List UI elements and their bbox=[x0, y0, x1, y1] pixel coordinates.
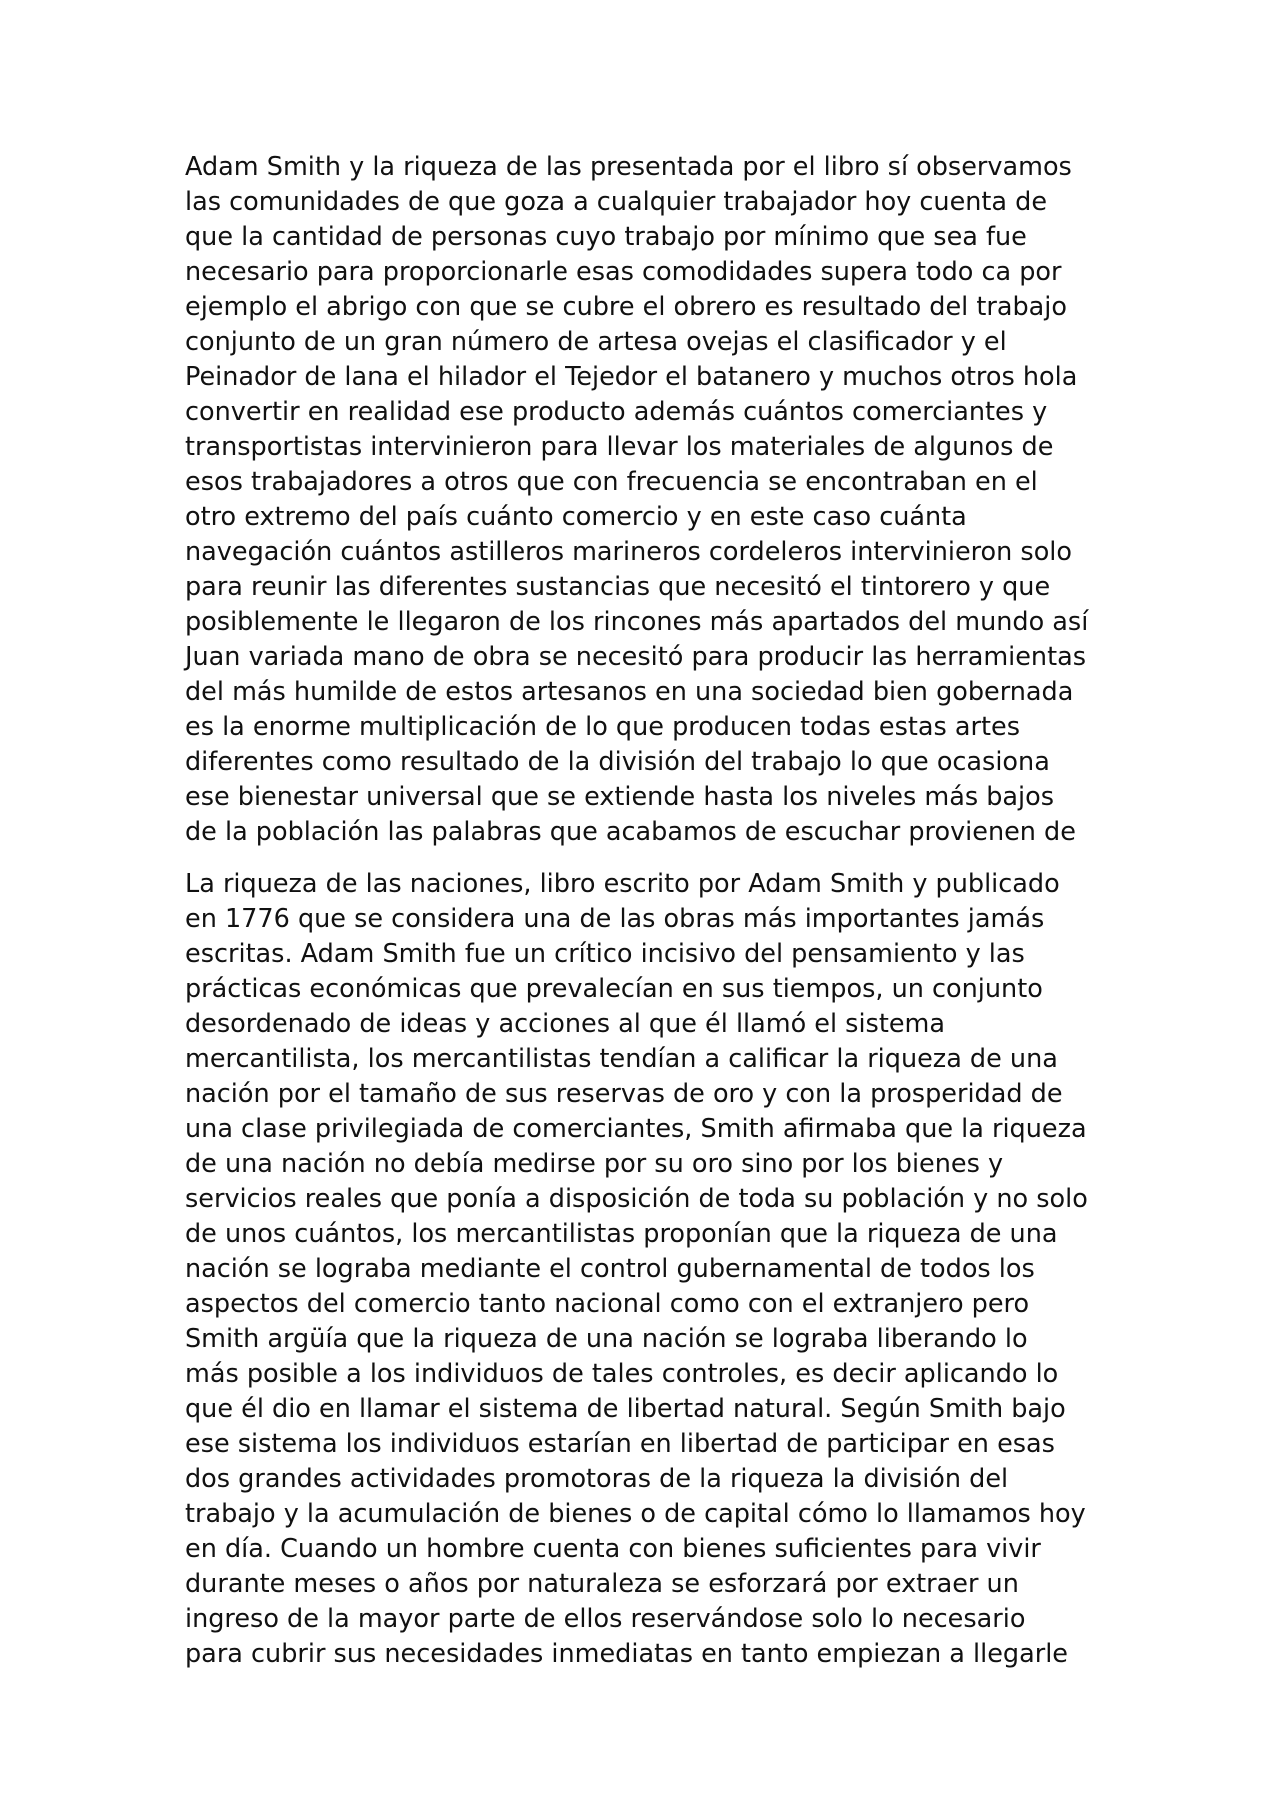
text-line: mercantilista, los mercantilistas tendían a calificar la riqueza de una bbox=[185, 1044, 1058, 1074]
text-line: del más humilde de estos artesanos en una sociedad bien gobernada bbox=[185, 677, 1074, 707]
text-line: aspectos del comercio tanto nacional como con el extranjero pero bbox=[185, 1289, 1030, 1319]
text-line: Smith argüía que la riqueza de una nación se lograba liberando lo bbox=[185, 1324, 1028, 1354]
text-line: posiblemente le llegaron de los rincones más apartados del mundo así bbox=[185, 607, 1089, 637]
text-line: necesario para proporcionarle esas comodidades supera todo ca por bbox=[185, 257, 1062, 287]
text-line: de una nación no debía medirse por su oro sino por los bienes y bbox=[185, 1149, 1004, 1179]
text-line: escritas. Adam Smith fue un crítico incisivo del pensamiento y las bbox=[185, 939, 1025, 969]
text-line: nación se lograba mediante el control gubernamental de todos los bbox=[185, 1254, 1035, 1284]
text-line: La riqueza de las naciones, libro escrito por Adam Smith y publicado bbox=[185, 869, 1060, 899]
text-line: en 1776 que se considera una de las obras más importantes jamás bbox=[185, 904, 1045, 934]
text-line: de la población las palabras que acabamos de escuchar provienen de bbox=[185, 817, 1076, 847]
text-line: dos grandes actividades promotoras de la riqueza la división del bbox=[185, 1464, 1009, 1494]
text-line: esos trabajadores a otros que con frecuencia se encontraban en el bbox=[185, 467, 1038, 497]
text-line: trabajo y la acumulación de bienes o de capital cómo lo llamamos hoy bbox=[185, 1499, 1086, 1529]
text-line: Adam Smith y la riqueza de las presentada por el libro sí observamos bbox=[185, 152, 1072, 182]
text-line: en día. Cuando un hombre cuenta con bienes suficientes para vivir bbox=[185, 1534, 1041, 1564]
text-line: las comunidades de que goza a cualquier trabajador hoy cuenta de bbox=[185, 187, 1048, 217]
text-line: que él dio en llamar el sistema de libertad natural. Según Smith bajo bbox=[185, 1394, 1066, 1424]
text-line: ese bienestar universal que se extiende hasta los niveles más bajos bbox=[185, 782, 1055, 812]
paragraph-2 bbox=[185, 867, 1110, 1672]
text-line: conjunto de un gran número de artesa ovejas el clasificador y el bbox=[185, 327, 1007, 357]
text-line: ingreso de la mayor parte de ellos reservándose solo lo necesario bbox=[185, 1604, 1026, 1634]
text-line: transportistas intervinieron para llevar los materiales de algunos de bbox=[185, 432, 1054, 462]
text-line: nación por el tamaño de sus reservas de oro y con la prosperidad de bbox=[185, 1079, 1063, 1109]
text-line: convertir en realidad ese producto además cuántos comerciantes y bbox=[185, 397, 1048, 427]
text-line: de unos cuántos, los mercantilistas proponían que la riqueza de una bbox=[185, 1219, 1058, 1249]
text-line: desordenado de ideas y acciones al que él llamó el sistema bbox=[185, 1009, 945, 1039]
text-line: otro extremo del país cuánto comercio y en este caso cuánta bbox=[185, 502, 967, 532]
text-line: es la enorme multiplicación de lo que producen todas estas artes bbox=[185, 712, 1020, 742]
text-line: más posible a los individuos de tales controles, es decir aplicando lo bbox=[185, 1359, 1059, 1389]
text-line: ese sistema los individuos estarían en libertad de participar en esas bbox=[185, 1429, 1055, 1459]
text-line: navegación cuántos astilleros marineros cordeleros intervinieron solo bbox=[185, 537, 1072, 567]
text-line: diferentes como resultado de la división del trabajo lo que ocasiona bbox=[185, 747, 1050, 777]
text-line: para cubrir sus necesidades inmediatas en tanto empiezan a llegarle bbox=[185, 1639, 1068, 1669]
text-line: durante meses o años por naturaleza se esforzará por extraer un bbox=[185, 1569, 1019, 1599]
paragraph-1 bbox=[185, 150, 1110, 850]
text-line: prácticas económicas que prevalecían en sus tiempos, un conjunto bbox=[185, 974, 1043, 1004]
text-line: ejemplo el abrigo con que se cubre el obrero es resultado del trabajo bbox=[185, 292, 1067, 322]
text-line: servicios reales que ponía a disposición de toda su población y no solo bbox=[185, 1184, 1088, 1214]
text-line: Peinador de lana el hilador el Tejedor el batanero y muchos otros hola bbox=[185, 362, 1078, 392]
text-line: que la cantidad de personas cuyo trabajo por mínimo que sea fue bbox=[185, 222, 1027, 252]
text-line: para reunir las diferentes sustancias que necesitó el tintorero y que bbox=[185, 572, 1051, 602]
text-line: una clase privilegiada de comerciantes, Smith afirmaba que la riqueza bbox=[185, 1114, 1087, 1144]
text-line: Juan variada mano de obra se necesitó para producir las herramientas bbox=[185, 642, 1087, 672]
